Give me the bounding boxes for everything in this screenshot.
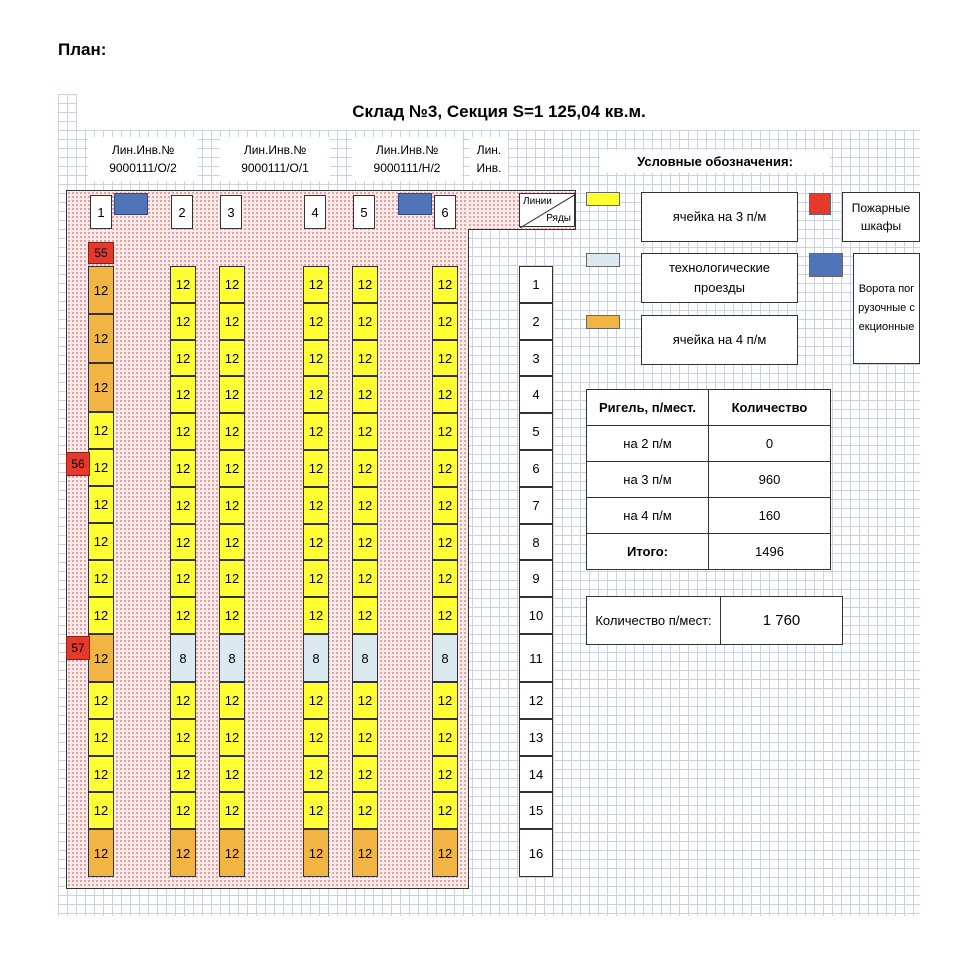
stats-label: на 3 п/м: [587, 462, 709, 498]
stats-label: на 2 п/м: [587, 426, 709, 462]
stats-value: 0: [709, 426, 831, 462]
legend-swatch-tech: [586, 253, 620, 267]
table-row: [587, 462, 831, 498]
storage-cell: 12: [88, 634, 114, 682]
storage-cell: 12: [352, 450, 378, 487]
legend-swatch-gate: [809, 253, 843, 277]
storage-cell: 12: [303, 266, 329, 303]
legend-label-4pm: ячейка на 4 п/м: [641, 315, 798, 365]
row-number: 3: [519, 340, 553, 376]
storage-cell: 12: [219, 682, 245, 719]
storage-cell: 12: [170, 560, 196, 597]
table-row: [587, 498, 831, 534]
total-places-table: [586, 596, 843, 645]
storage-cell: 12: [170, 524, 196, 560]
fire-cabinet-57: 57: [66, 636, 90, 660]
storage-cell: 8: [303, 634, 329, 682]
storage-cell: 12: [170, 340, 196, 376]
stats-value: 160: [709, 498, 831, 534]
storage-cell: 12: [88, 829, 114, 877]
storage-cell: 12: [219, 597, 245, 634]
row-number: 6: [519, 450, 553, 487]
column-header-label: Лин.Инв.№: [111, 143, 175, 157]
storage-cell: 12: [219, 756, 245, 792]
row-number: 9: [519, 560, 553, 597]
legend-swatch-3pm: [586, 192, 620, 206]
storage-cell: 12: [432, 413, 458, 450]
column-header-line-1: [88, 137, 198, 181]
storage-cell: 12: [432, 376, 458, 413]
column-header-number: 9000111/О/2: [109, 161, 177, 175]
storage-cell: 12: [303, 682, 329, 719]
storage-cell: 12: [219, 560, 245, 597]
storage-cell: 12: [219, 792, 245, 829]
row-number: 15: [519, 792, 553, 829]
line-number-6: 6: [434, 195, 456, 229]
storage-cell: 12: [432, 756, 458, 792]
row-number: 10: [519, 597, 553, 634]
storage-cell: 12: [352, 792, 378, 829]
storage-cell: 12: [219, 376, 245, 413]
column-header-number: 9000111/О/1: [241, 161, 309, 175]
legend-swatch-4pm: [586, 315, 620, 329]
line-number-3: 3: [220, 195, 242, 229]
stats-header-row: [587, 390, 831, 426]
column-header-label: Лин.Инв.№: [375, 143, 439, 157]
storage-cell: 12: [170, 376, 196, 413]
storage-cell: 8: [352, 634, 378, 682]
legend-label-3pm: ячейка на 3 п/м: [641, 192, 798, 242]
storage-cell: 12: [88, 486, 114, 523]
stats-total-label: Итого:: [587, 534, 709, 570]
storage-cell: 12: [170, 413, 196, 450]
storage-cell: 12: [432, 719, 458, 756]
storage-cell: 12: [219, 719, 245, 756]
storage-cell: 12: [170, 450, 196, 487]
row-number: 2: [519, 303, 553, 340]
row-number: 13: [519, 719, 553, 756]
storage-cell: 12: [352, 597, 378, 634]
legend-label-tech: технологические проезды: [641, 253, 798, 303]
line-number-2: 2: [171, 195, 193, 229]
row-number: 5: [519, 413, 553, 450]
row-number: 14: [519, 756, 553, 792]
storage-cell: 12: [303, 719, 329, 756]
legend-title: Условные обозначения:: [600, 150, 830, 173]
storage-cell: 12: [219, 524, 245, 560]
total-places-label: Количество п/мест:: [587, 597, 721, 645]
storage-cell: 12: [303, 487, 329, 524]
storage-cell: 12: [432, 682, 458, 719]
line-number-1: 1: [90, 195, 112, 229]
loading-gate-2: [398, 193, 432, 215]
storage-cell: 12: [170, 266, 196, 303]
storage-cell: 12: [303, 303, 329, 340]
storage-cell: 12: [303, 340, 329, 376]
column-header-line-4: [470, 137, 508, 181]
plan-title: Склад №3, Секция S=1 125,04 кв.м.: [77, 94, 921, 130]
storage-cell: 12: [219, 413, 245, 450]
storage-cell: 12: [432, 450, 458, 487]
lines-rows-corner: [519, 193, 575, 227]
storage-cell: 12: [432, 597, 458, 634]
stats-value: 960: [709, 462, 831, 498]
storage-cell: 12: [219, 829, 245, 877]
table-row: [587, 597, 843, 645]
fire-cabinet-55: 55: [88, 242, 114, 264]
storage-cell: 12: [88, 523, 114, 560]
storage-cell: 12: [303, 829, 329, 877]
row-number: 7: [519, 487, 553, 524]
column-header-number: Инв.: [476, 161, 502, 175]
storage-cell: 12: [219, 450, 245, 487]
storage-cell: 12: [219, 303, 245, 340]
storage-cell: 12: [352, 524, 378, 560]
storage-cell: 12: [88, 412, 114, 449]
storage-cell: 12: [303, 597, 329, 634]
storage-cell: 12: [432, 829, 458, 877]
storage-cell: 12: [88, 314, 114, 363]
row-number: 16: [519, 829, 553, 877]
column-header-label: Лин.Инв.№: [243, 143, 307, 157]
storage-cell: 12: [303, 376, 329, 413]
row-number: 11: [519, 634, 553, 682]
storage-cell: 12: [170, 597, 196, 634]
corner-rows-label: Ряды: [546, 213, 571, 224]
row-number: 12: [519, 682, 553, 719]
row-number: 4: [519, 376, 553, 413]
storage-cell: 12: [170, 829, 196, 877]
storage-cell: 12: [432, 487, 458, 524]
total-places-value: 1 760: [721, 597, 843, 645]
storage-cell: 12: [170, 792, 196, 829]
column-header-line-2: [220, 137, 330, 181]
storage-cell: 12: [88, 756, 114, 792]
line-number-4: 4: [304, 195, 326, 229]
storage-cell: 12: [303, 450, 329, 487]
storage-cell: 12: [170, 303, 196, 340]
page-heading: План:: [58, 40, 107, 59]
storage-cell: 8: [432, 634, 458, 682]
storage-cell: 12: [432, 303, 458, 340]
storage-cell: 12: [88, 363, 114, 412]
storage-cell: 12: [352, 413, 378, 450]
stats-label: на 4 п/м: [587, 498, 709, 534]
storage-cell: 12: [432, 792, 458, 829]
legend-label-gate: Ворота погрузочные секционные: [853, 253, 920, 364]
storage-cell: 12: [303, 756, 329, 792]
column-header-line-3: [352, 137, 462, 181]
storage-cell: 12: [303, 413, 329, 450]
storage-cell: 12: [88, 719, 114, 756]
storage-cell: 12: [219, 487, 245, 524]
row-number: 8: [519, 524, 553, 560]
storage-cell: 12: [352, 303, 378, 340]
storage-cell: 12: [303, 792, 329, 829]
storage-cell: 12: [432, 340, 458, 376]
storage-cell: 12: [352, 829, 378, 877]
storage-cell: 12: [432, 524, 458, 560]
storage-cell: 12: [432, 560, 458, 597]
stats-total-value: 1496: [709, 534, 831, 570]
stats-header-beam: Ригель, п/мест.: [587, 390, 709, 426]
storage-cell: 12: [352, 719, 378, 756]
table-row: [587, 534, 831, 570]
storage-cell: 12: [352, 560, 378, 597]
storage-cell: 12: [170, 756, 196, 792]
table-row: [587, 426, 831, 462]
storage-cell: 12: [88, 560, 114, 597]
stats-header-count: Количество: [709, 390, 831, 426]
storage-cell: 12: [170, 719, 196, 756]
storage-cell: 12: [170, 682, 196, 719]
warehouse-floor: [66, 190, 469, 889]
line-number-5: 5: [353, 195, 375, 229]
storage-cell: 8: [170, 634, 196, 682]
storage-cell: 12: [88, 792, 114, 829]
storage-cell: 12: [88, 266, 114, 314]
storage-cell: 12: [352, 340, 378, 376]
storage-cell: 12: [170, 487, 196, 524]
storage-cell: 12: [352, 487, 378, 524]
storage-cell: 12: [219, 340, 245, 376]
legend-swatch-fire: [809, 193, 831, 215]
fire-cabinet-56: 56: [66, 452, 90, 476]
row-number: 1: [519, 266, 553, 303]
storage-cell: 12: [88, 449, 114, 486]
storage-cell: 12: [432, 266, 458, 303]
corner-lines-label: Линии: [523, 196, 552, 207]
column-header-label: Лин.: [476, 143, 502, 157]
stats-table: [586, 389, 831, 570]
column-header-number: 9000111/Н/2: [373, 161, 441, 175]
storage-cell: 12: [352, 376, 378, 413]
storage-cell: 8: [219, 634, 245, 682]
storage-cell: 12: [303, 524, 329, 560]
loading-gate-1: [114, 193, 148, 215]
storage-cell: 12: [352, 682, 378, 719]
storage-cell: 12: [352, 756, 378, 792]
storage-cell: 12: [219, 266, 245, 303]
storage-cell: 12: [88, 682, 114, 719]
legend-label-fire: Пожарные шкафы: [842, 192, 920, 242]
storage-cell: 12: [352, 266, 378, 303]
storage-cell: 12: [303, 560, 329, 597]
storage-cell: 12: [88, 597, 114, 634]
